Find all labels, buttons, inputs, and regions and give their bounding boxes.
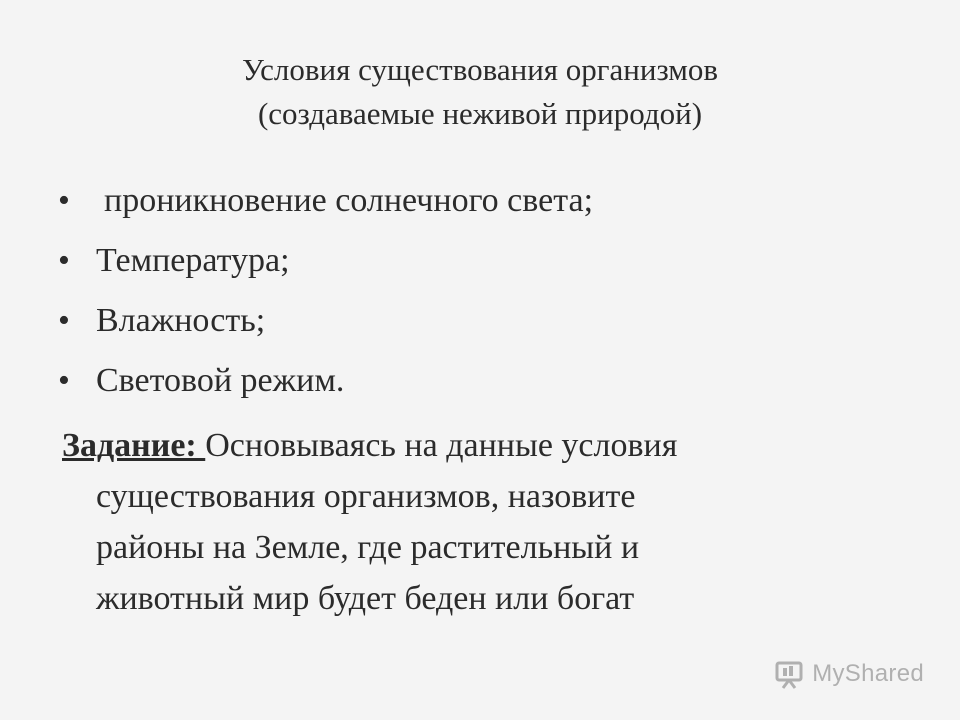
task-line: животный мир будет беден или богат — [96, 580, 635, 617]
list-item — [58, 176, 593, 236]
title-line-2: (создаваемые неживой природой) — [257, 96, 703, 131]
task-text: Основываясь на данные условия — [205, 427, 678, 464]
watermark-text: MyShared — [812, 660, 924, 687]
list-item-text: Влажность; — [96, 302, 266, 339]
bullet-marker: • — [58, 302, 70, 339]
task-line: существования организмов, назовите — [96, 478, 636, 515]
bullet-marker: • — [58, 182, 70, 219]
list-item-text: проникновение солнечного света; — [104, 182, 594, 219]
task-label: Задание: — [62, 427, 206, 464]
slide-title — [0, 48, 960, 136]
task-paragraph — [62, 420, 882, 624]
task-line: районы на Земле, где растительный и — [96, 529, 640, 566]
presentation-board-icon — [772, 657, 806, 691]
title-line-1: Условия существования организмов — [241, 52, 719, 87]
bullet-marker: • — [58, 242, 70, 279]
bullet-marker: • — [58, 362, 70, 399]
list-item — [58, 296, 593, 356]
task-line — [62, 420, 882, 471]
list-item-text: Температура; — [96, 242, 290, 279]
conditions-list — [58, 176, 593, 416]
list-item — [58, 356, 593, 416]
list-item-text: Световой режим. — [96, 362, 345, 399]
watermark — [772, 656, 924, 692]
list-item — [58, 236, 593, 296]
